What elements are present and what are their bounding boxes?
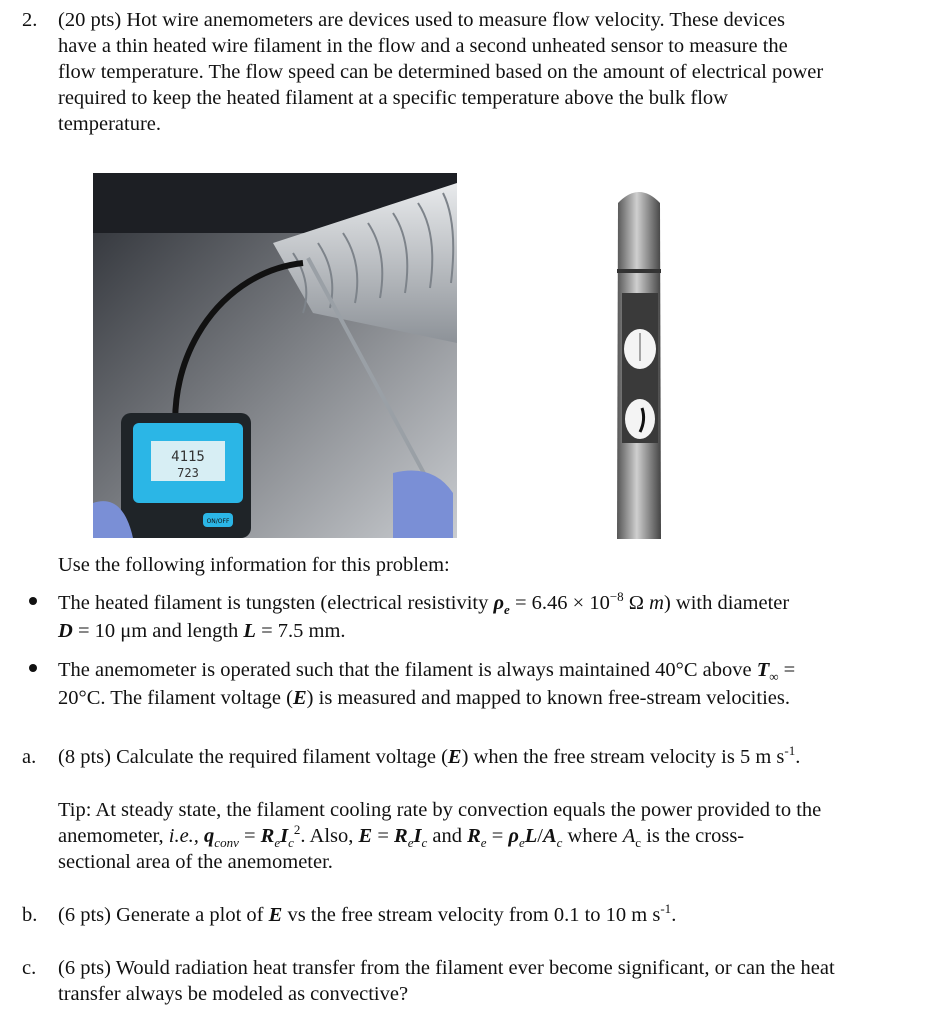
bullet-icon: [29, 597, 37, 605]
intro-line: (20 pts) Hot wire anemometers are devices used to measure flow velocity. These devices: [58, 9, 785, 31]
part-b-text: (6 pts) Generate a plot of E vs the free stream velocity from 0.1 to 10 m $s^{-1}$.: [58, 901, 677, 926]
part-b-label: b.: [22, 904, 38, 926]
bullet1-line1: The heated filament is tungsten (electrical resistivity $\rho_e = 6.46 \times 10^{-8}$ Ω m) with diameter: [58, 589, 790, 618]
bullet-icon: [29, 664, 37, 672]
intro-line: temperature.: [58, 113, 162, 135]
tip-line3: sectional area of the anemometer.: [58, 851, 333, 873]
anemometer-photo: [93, 173, 457, 538]
display-reading-1: 4115: [171, 449, 205, 465]
probe-photo: [614, 183, 664, 539]
problem-number: 2.: [22, 9, 38, 31]
part-c-line1: (6 pts) Would radiation heat transfer from the filament ever become significant, or can the heat: [58, 957, 835, 979]
intro-line: flow temperature. The flow speed can be determined based on the amount of electrical power: [58, 61, 824, 83]
part-a-label: a.: [22, 746, 37, 768]
bullet2-line1: The anemometer is operated such that the filament is always maintained 40°C above $T_\infty$ =: [58, 659, 796, 685]
part-a-text: (8 pts) Calculate the required filament voltage (E) when the free stream velocity is 5 m $s^{-1}$.: [58, 743, 801, 768]
intro-line: have a thin heated wire filament in the flow and a second unheated sensor to measure the: [58, 35, 788, 57]
bullet2-line2: 20°C. The filament voltage (E) is measured and mapped to known free-stream velocities.: [58, 687, 790, 709]
display-button-label: ON/OFF: [206, 518, 230, 525]
display-reading-2: 723: [177, 466, 199, 480]
intro-line: required to keep the heated filament at a specific temperature above the bulk flow: [58, 87, 728, 109]
part-c-label: c.: [22, 957, 37, 979]
bullet1-line2: D = 10 μm and length L = 7.5 mm.: [58, 620, 346, 642]
tip-line1: Tip: At steady state, the filament cooling rate by convection equals the power provided to the: [58, 799, 822, 821]
info-heading: Use the following information for this problem:: [58, 554, 450, 576]
part-c-line2: transfer always be modeled as convective?: [58, 983, 409, 1005]
tip-line2: anemometer, i.e., $q_{conv} = R_eI_c^2$. Also, $E = R_eI_c$ and $R_e = \rho_eL/A_c$ where $A_c$ is the cross-: [58, 822, 745, 851]
